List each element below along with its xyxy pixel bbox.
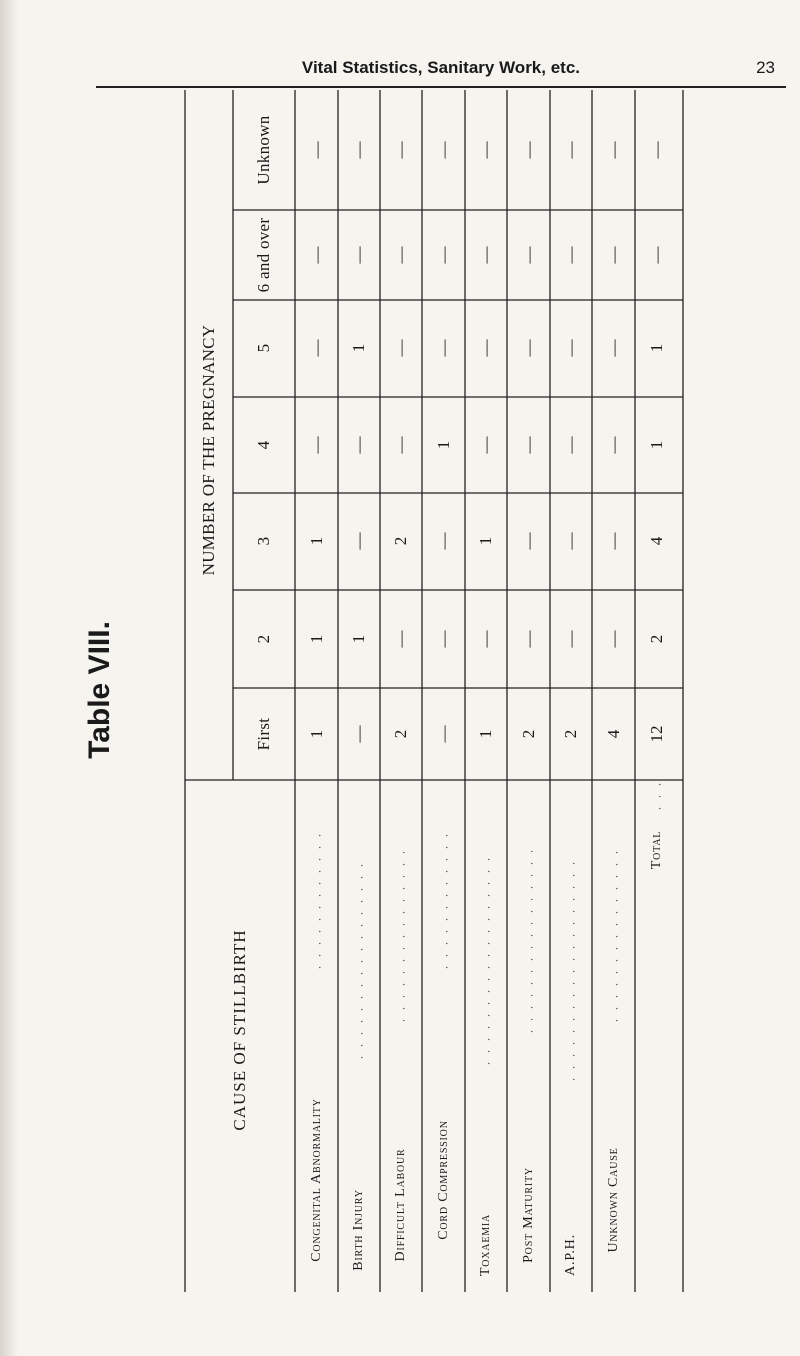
table-cell: — [307,141,326,159]
row-label-toxaemia: Toxaemia [478,1213,493,1277]
table-cell: 2 [519,729,538,739]
table-cell: 1 [434,440,453,450]
table-cell: — [391,436,410,454]
table-cell: — [307,436,326,454]
table-cell: 1 [476,536,495,546]
table-cell: — [307,246,326,264]
row-label-difficult-labour: Difficult Labour [393,1148,408,1262]
column-header-6-and-over: 6 and over [254,217,273,293]
table-cell: — [349,436,368,454]
table-cell: 1 [307,634,326,644]
leader-dots: . . . . . . . . . . . . . . . . . . [478,855,493,1065]
table-cell: 2 [391,729,410,739]
table-cell: — [561,532,580,550]
column-header-3: 3 [254,536,273,546]
table-cell: — [519,436,538,454]
table-cell: — [604,141,623,159]
table-cell: — [519,246,538,264]
row-label-unknown-cause: Unknown Cause [606,1147,621,1253]
table-cell: — [647,141,666,159]
table-cell: — [434,725,453,743]
table-cell: — [349,246,368,264]
leader-dots: . . . . . . . . . . . . . . . . . [351,861,366,1059]
table-cell: — [434,141,453,159]
leader-dots: . . . . . . . . . . . . . . . . . . . [563,859,578,1081]
cause-of-stillbirth-header: CAUSE OF STILLBIRTH [230,929,249,1131]
table-cell: — [434,339,453,357]
number-of-pregnancy-header: NUMBER OF THE PREGNANCY [199,324,218,576]
table-cell: — [604,246,623,264]
column-header-2: 2 [254,634,273,644]
table-cell: — [434,246,453,264]
table-cell: 2 [647,634,666,644]
table-cell: — [519,532,538,550]
column-header-unknown: Unknown [254,115,273,185]
table-cell: 4 [647,536,666,546]
row-label-congenital-abnormality: Congenital Abnormality [309,1098,324,1262]
table-cell: 4 [604,729,623,739]
table-cell: — [434,630,453,648]
leader-dots: . . . . . . . . . . . . [309,831,324,969]
table-cell: 12 [647,725,666,743]
table-cell: 1 [349,634,368,644]
leader-dots: . . . . . . . . . . . . . . . [393,848,408,1022]
row-label-birth-injury: Birth Injury [351,1189,366,1271]
table-cell: 1 [476,729,495,739]
table-cell: — [349,725,368,743]
column-header-first: First [254,717,273,751]
table-cell: 2 [561,729,580,739]
leader-dots: . . . . . . . . . . . . . . . [606,848,621,1022]
table-cell: — [561,339,580,357]
table-cell: — [391,339,410,357]
table-cell: 1 [307,536,326,546]
table-cell: — [604,532,623,550]
table-cell: — [476,436,495,454]
table-cell: — [519,339,538,357]
table-cell: — [604,339,623,357]
table-cell: — [519,141,538,159]
table-cell: 1 [307,729,326,739]
table-cell: — [561,630,580,648]
table-cell: — [604,436,623,454]
table-cell: — [391,141,410,159]
table-cell: — [561,436,580,454]
table-cell: — [391,246,410,264]
table-cell: — [349,532,368,550]
table-cell: — [604,630,623,648]
table-cell: — [349,141,368,159]
column-header-5: 5 [254,343,273,353]
table-label: Table VIII. [83,621,116,759]
table-cell: 1 [647,440,666,450]
table-cell: 1 [349,343,368,353]
table-cell: 2 [391,536,410,546]
column-header-4: 4 [254,440,273,450]
table-cell: — [476,630,495,648]
table-cell: — [561,246,580,264]
table-cell: — [647,246,666,264]
page-number: 23 [756,58,775,77]
table-cell: — [434,532,453,550]
table-cell: — [476,339,495,357]
leader-dots: . . . [649,780,664,810]
row-label-total: Total [649,830,664,870]
row-label-aph: A.P.H. [563,1234,578,1276]
row-label-cord-compression: Cord Compression [436,1120,451,1240]
leader-dots: . . . . . . . . . . . . . . . . [521,847,536,1033]
table-cell: — [391,630,410,648]
running-header-title: Vital Statistics, Sanitary Work, etc. [301,58,580,77]
table-cell: — [561,141,580,159]
table-cell: — [519,630,538,648]
leader-dots: . . . . . . . . . . . . [436,831,451,969]
table-cell: — [307,339,326,357]
table-cell: 1 [647,343,666,353]
table-cell: — [476,141,495,159]
row-label-post-maturity: Post Maturity [521,1167,536,1263]
table-cell: — [476,246,495,264]
